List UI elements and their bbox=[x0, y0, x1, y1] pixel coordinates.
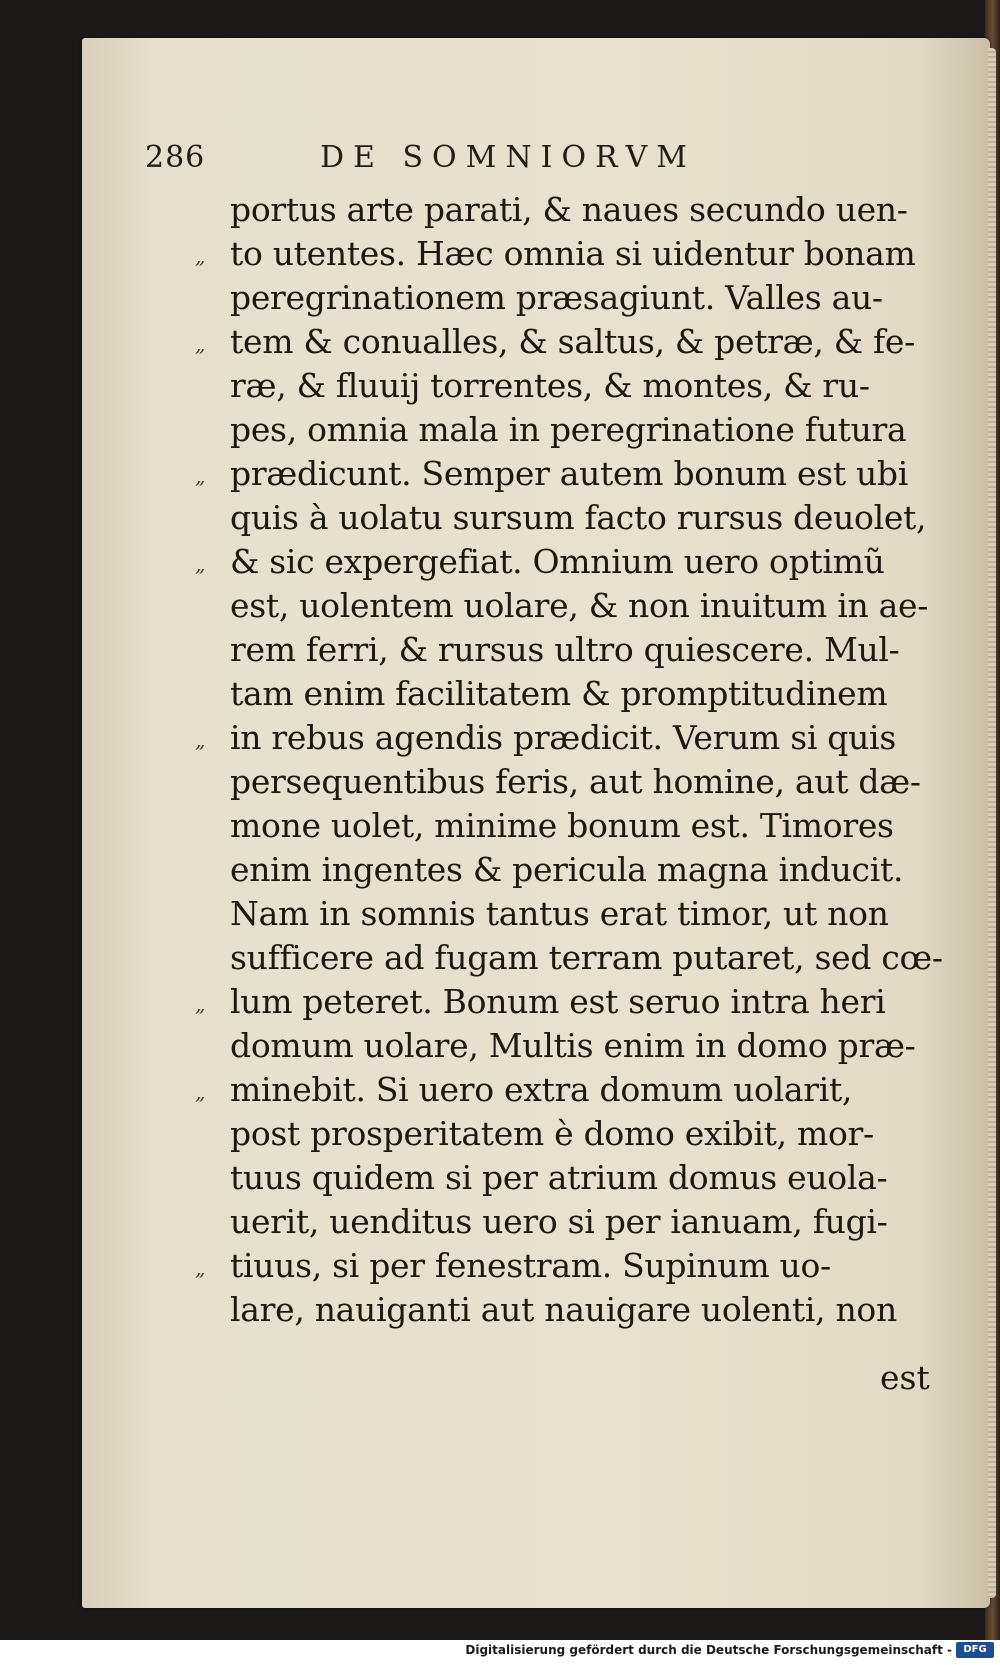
line-text: portus arte parati, & naues secundo uen- bbox=[230, 190, 908, 229]
text-line bbox=[145, 584, 955, 628]
quote-mark: „ bbox=[195, 464, 206, 488]
text-line bbox=[145, 276, 955, 320]
line-text: Nam in somnis tantus erat timor, ut non bbox=[230, 894, 889, 933]
text-line bbox=[145, 232, 955, 276]
text-line bbox=[145, 716, 955, 760]
quote-mark: „ bbox=[195, 244, 206, 268]
text-line bbox=[145, 1200, 955, 1244]
page-number: 286 bbox=[145, 140, 206, 175]
text-line bbox=[145, 628, 955, 672]
line-text: & sic expergefiat. Omnium uero optimũ bbox=[230, 542, 885, 581]
line-text: pes, omnia mala in peregrinatione futura bbox=[230, 410, 907, 449]
line-text: rem ferri, & rursus ultro quiescere. Mul- bbox=[230, 630, 900, 669]
line-text: tiuus, si per fenestram. Supinum uo- bbox=[230, 1246, 831, 1285]
text-line bbox=[145, 1068, 955, 1112]
line-text: enim ingentes & pericula magna inducit. bbox=[230, 850, 904, 889]
text-line bbox=[145, 980, 955, 1024]
line-text: prædicunt. Semper autem bonum est ubi bbox=[230, 454, 909, 493]
quote-mark: „ bbox=[195, 728, 206, 752]
page-edge bbox=[988, 48, 996, 1598]
line-text: peregrinationem præsagiunt. Valles au- bbox=[230, 278, 883, 317]
running-head-title: DE SOMNIORVM bbox=[320, 140, 696, 175]
text-line bbox=[145, 496, 955, 540]
text-line bbox=[145, 760, 955, 804]
text-line bbox=[145, 540, 955, 584]
footer-credit: Digitalisierung gefördert durch die Deutsche Forschungsgemeinschaft - bbox=[465, 1643, 952, 1657]
quote-mark: „ bbox=[195, 1080, 206, 1104]
line-text: ræ, & fluuij torrentes, & montes, & ru- bbox=[230, 366, 870, 405]
text-line bbox=[145, 892, 955, 936]
running-head bbox=[145, 140, 845, 180]
line-text: quis à uolatu sursum facto rursus deuolet, bbox=[230, 498, 927, 537]
quote-mark: „ bbox=[195, 332, 206, 356]
line-text: uerit, uenditus uero si per ianuam, fugi- bbox=[230, 1202, 888, 1241]
quote-mark: „ bbox=[195, 552, 206, 576]
text-line bbox=[145, 804, 955, 848]
dfg-logo-icon: DFG bbox=[956, 1642, 994, 1658]
text-line bbox=[145, 672, 955, 716]
line-text: lare, nauiganti aut nauigare uolenti, non bbox=[230, 1290, 897, 1329]
text-line bbox=[145, 364, 955, 408]
text-line bbox=[145, 1244, 955, 1288]
text-line bbox=[145, 320, 955, 364]
line-text: tuus quidem si per atrium domus euola- bbox=[230, 1158, 888, 1197]
text-line bbox=[145, 408, 955, 452]
line-text: mone uolet, minime bonum est. Timores bbox=[230, 806, 894, 845]
text-line bbox=[145, 936, 955, 980]
text-line bbox=[145, 1024, 955, 1068]
line-text: persequentibus feris, aut homine, aut dæ- bbox=[230, 762, 921, 801]
line-text: minebit. Si uero extra domum uolarit, bbox=[230, 1070, 853, 1109]
text-line bbox=[145, 1156, 955, 1200]
body-text bbox=[145, 188, 955, 1332]
text-line bbox=[145, 848, 955, 892]
line-text: in rebus agendis prædicit. Verum si quis bbox=[230, 718, 896, 757]
quote-mark: „ bbox=[195, 992, 206, 1016]
text-line bbox=[145, 1112, 955, 1156]
line-text: tem & conualles, & saltus, & petræ, & fe- bbox=[230, 322, 915, 361]
text-line bbox=[145, 452, 955, 496]
line-text: domum uolare, Multis enim in domo præ- bbox=[230, 1026, 916, 1065]
line-text: post prosperitatem è domo exibit, mor- bbox=[230, 1114, 874, 1153]
line-text: est, uolentem uolare, & non inuitum in ae- bbox=[230, 586, 929, 625]
text-line bbox=[145, 188, 955, 232]
line-text: tam enim facilitatem & promptitudinem bbox=[230, 674, 888, 713]
quote-mark: „ bbox=[195, 1256, 206, 1280]
line-text: to utentes. Hæc omnia si uidentur bonam bbox=[230, 234, 916, 273]
text-line bbox=[145, 1288, 955, 1332]
line-text: lum peteret. Bonum est seruo intra heri bbox=[230, 982, 886, 1021]
catchword: est bbox=[880, 1358, 930, 1397]
line-text: sufficere ad fugam terram putaret, sed cœ- bbox=[230, 938, 943, 977]
footer-bar bbox=[0, 1640, 1000, 1665]
